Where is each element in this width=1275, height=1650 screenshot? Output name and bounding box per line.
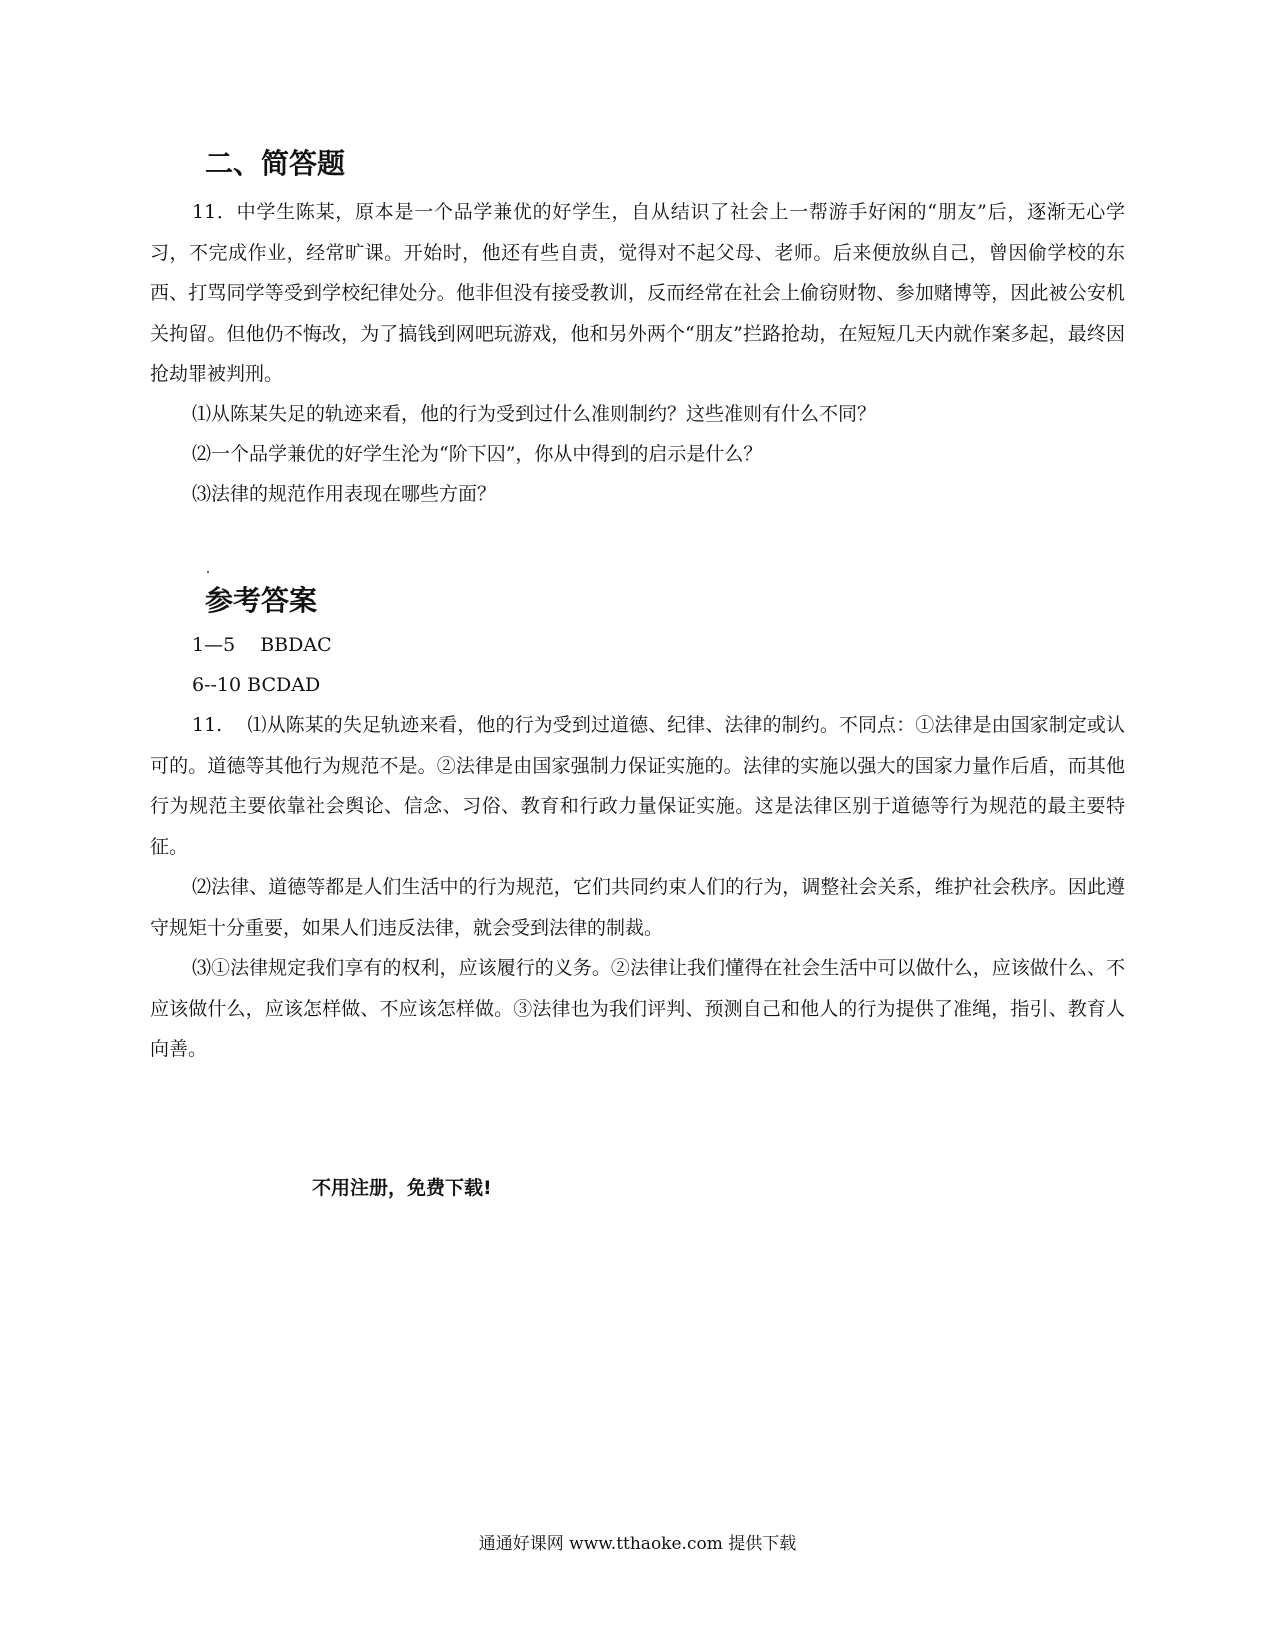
stray-dot — [207, 571, 209, 573]
answer-11-part-2: ⑵法律、道德等都是人们生活中的行为规范，它们共同约束人们的行为，调整社会关系，维护社会秩序。因此遵守规矩十分重要，如果人们违反法律，就会受到法律的制裁。 — [150, 876, 1125, 939]
download-promo: 不用注册，免费下载! — [312, 1177, 492, 1199]
section-title: 二、简答题 — [205, 147, 346, 180]
sub-question-2: ⑵一个品学兼优的好学生沦为“阶下囚”，你从中得到的启示是什么？ — [192, 443, 763, 465]
answer-11-part-3: ⑶①法律规定我们享有的权利，应该履行的义务。②法律让我们懂得在社会生活中可以做什么，应该做什么、不应该做什么，应该怎样做、不应该怎样做。③法律也为我们评判、预测自己和他人的行为提供了准绳，指引、教育人向善。 — [150, 957, 1125, 1060]
answer-11-part-1: 11. ⑴从陈某的失足轨迹来看，他的行为受到过道德、纪律、法律的制约。不同点：①法律是由国家制定或认可的。道德等其他行为规范不是。②法律是由国家强制力保证实施的。法律的实施以强大的国家力量作后盾，而其他行为规范主要依靠社会舆论、信念、习俗、教育和行政力量保证实施。这是法律区别于道德等行为规范的最主要特征。 — [150, 714, 1125, 858]
page-footer: 通通好课网 www.tthaoke.com 提供下载 — [478, 1534, 797, 1554]
choice-answers-1-5: 1—5 BBDAC — [192, 634, 332, 656]
answer-title: 参考答案 — [205, 584, 318, 617]
choice-answers-6-10: 6--10 BCDAD — [192, 674, 321, 696]
sub-question-1: ⑴从陈某失足的轨迹来看，他的行为受到过什么准则制约？这些准则有什么不同？ — [192, 403, 877, 425]
question-stem: 11．中学生陈某，原本是一个品学兼优的好学生，自从结识了社会上一帮游手好闲的“朋友”后，逐渐无心学习，不完成作业，经常旷课。开始时，他还有些自责，觉得对不起父母、老师。后来便放纵自己，曾因偷学校的东西、打骂同学等受到学校纪律处分。他非但没有接受教训，反而经常在社会上偷窃财物、参加赌博等，因此被公安机关拘留。但他仍不悔改，为了搞钱到网吧玩游戏，他和另外两个“朋友”拦路抢劫，在短短几天内就作案多起，最终因抢劫罪被判刑。 — [150, 201, 1125, 385]
sub-question-3: ⑶法律的规范作用表现在哪些方面？ — [192, 483, 497, 505]
